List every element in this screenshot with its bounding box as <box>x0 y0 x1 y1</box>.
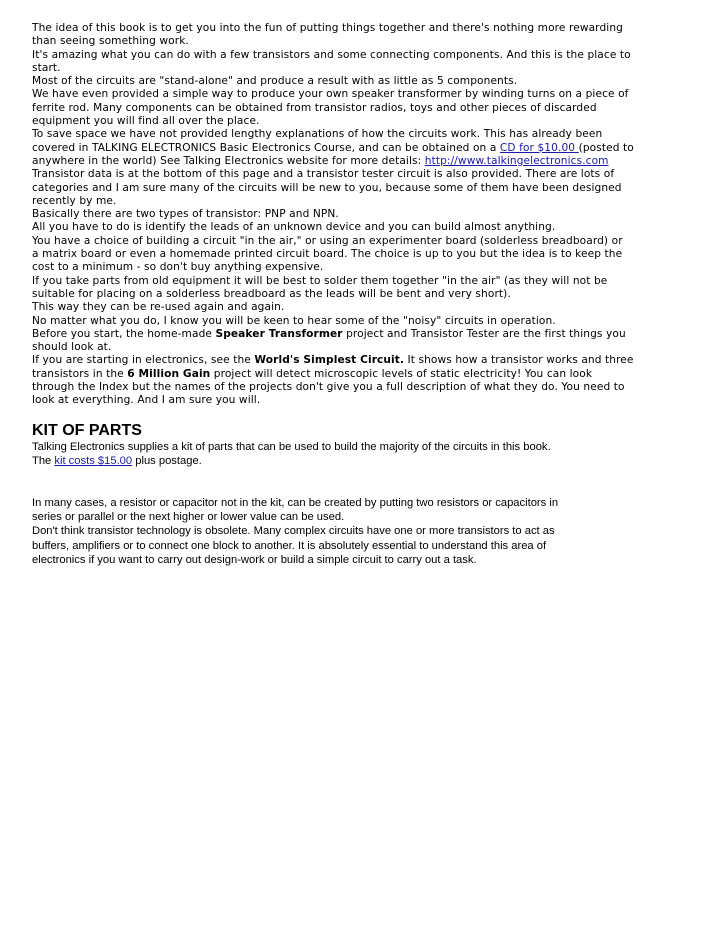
text-line <box>32 142 632 155</box>
text-line: Transistor data is at the bottom of this page and a transistor tester circuit is also provided. There are lots of <box>32 168 615 181</box>
text-line: should look at. <box>32 341 112 354</box>
text-line: a matrix board or even a homemade printed circuit board. The choice is up to you but the idea is to keep the <box>32 248 623 261</box>
text-line: You have a choice of building a circuit "in the air," or using an experimenter board (solderless breadboard) or <box>32 234 623 247</box>
kit-section <box>32 440 632 468</box>
text-line: than seeing something work. <box>32 35 189 48</box>
speaker-transformer-bold: Speaker Transformer <box>215 327 343 340</box>
text-span: project will detect microscopic levels of static electricity! You can look <box>210 367 593 380</box>
text-line: electronics if you want to carry out design-work or build a simple circuit to carry out a task. <box>32 553 477 566</box>
text-span: anywhere in the world) See Talking Electronics website for more details: <box>32 154 425 167</box>
text-line: categories and I am sure many of the circuits will be new to you, because some of them have been designed <box>32 181 622 194</box>
text-line: cost to a minimum - so don't buy anything expensive. <box>32 261 324 274</box>
text-line <box>32 354 632 367</box>
text-line: Talking Electronics supplies a kit of parts that can be used to build the majority of the circuits in this book. <box>32 440 551 453</box>
text-line: suitable for placing on a solderless breadboard as the leads will be bent and very short). <box>32 287 511 300</box>
kit-heading: KIT OF PARTS <box>32 421 142 439</box>
text-line: All you have to do is identify the leads of an unknown device and you can build almost anything. <box>32 221 556 234</box>
text-line: We have even provided a simple way to produce your own speaker transformer by winding turns on a piece of <box>32 88 629 101</box>
text-line: equipment you will find all over the place. <box>32 115 260 128</box>
text-span: The <box>32 454 55 467</box>
text-line: start. <box>32 61 61 74</box>
text-line: buffers, amplifiers or to connect one block to another. It is absolutely essential to understand this area of <box>32 539 547 552</box>
kit-price-link[interactable]: kit costs $15.00 <box>54 454 133 467</box>
text-span: covered in TALKING ELECTRONICS Basic Electronics Course, and can be obtained on a <box>32 141 500 154</box>
text-line: Don't think transistor technology is obsolete. Many complex circuits have one or more transistors to act as <box>32 525 555 538</box>
text-line: No matter what you do, I know you will be keen to hear some of the "noisy" circuits in operation. <box>32 314 556 327</box>
text-span: project and Transistor Tester are the first things you <box>342 327 626 340</box>
text-line: Most of the circuits are "stand-alone" and produce a result with as little as 5 components. <box>32 75 518 88</box>
document-page <box>32 22 632 567</box>
text-line: The idea of this book is to get you into the fun of putting things together and there's nothing more rewarding <box>32 22 623 34</box>
text-line: ferrite rod. Many components can be obtained from transistor radios, toys and other pieces of discarded <box>32 101 597 114</box>
text-span: It shows how a transistor works and three <box>404 354 634 367</box>
text-line: In many cases, a resistor or capacitor not in the kit, can be created by putting two resistors or capacitors in <box>32 496 559 509</box>
text-line: series or parallel or the next higher or lower value can be used. <box>32 511 345 524</box>
spacer <box>32 468 632 496</box>
text-span: (posted to <box>578 141 634 154</box>
text-span: If you are starting in electronics, see the <box>32 354 255 367</box>
text-line: This way they can be re-used again and again. <box>32 301 285 314</box>
text-line: through the Index but the names of the projects don't give you a full description of what they do. You need to <box>32 381 625 394</box>
text-line <box>32 328 632 341</box>
text-line: It's amazing what you can do with a few transistors and some connecting components. And this is the place to <box>32 48 631 61</box>
website-link[interactable]: http://www.talkingelectronics.com <box>424 154 609 167</box>
text-line: look at everything. And I am sure you will. <box>32 394 261 407</box>
text-line <box>32 454 632 468</box>
text-line <box>32 368 632 381</box>
cd-price-link[interactable]: CD for $10.00 <box>499 141 579 154</box>
text-span: plus postage. <box>132 454 202 467</box>
text-line: If you take parts from old equipment it will be best to solder them together "in the air" (as they will not be <box>32 274 608 287</box>
text-line <box>32 155 632 168</box>
simplest-circuit-bold: World's Simplest Circuit. <box>254 354 405 367</box>
million-gain-bold: 6 Million Gain <box>127 367 211 380</box>
text-line: recently by me. <box>32 194 117 207</box>
text-line: Basically there are two types of transistor: PNP and NPN. <box>32 208 339 221</box>
text-line: To save space we have not provided lengthy explanations of how the circuits work. This has already been <box>32 128 603 141</box>
intro-section <box>32 22 632 408</box>
closing-section <box>32 496 632 567</box>
text-span: Before you start, the home-made <box>32 327 216 340</box>
text-span: transistors in the <box>32 367 128 380</box>
